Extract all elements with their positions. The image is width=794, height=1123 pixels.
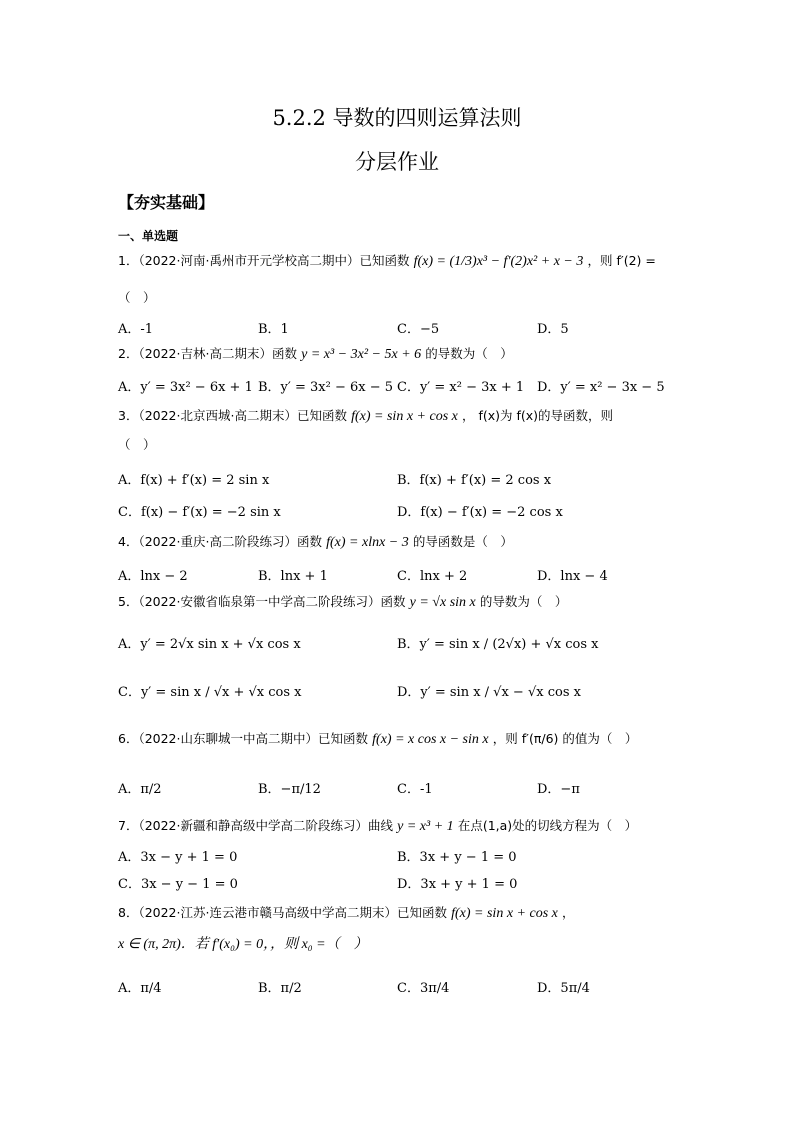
q3-option-c: C．f(x) − f′(x) = −2 sin x xyxy=(118,505,281,520)
question-8 xyxy=(118,904,575,923)
q2-option-a: A．y′ = 3x² − 6x + 1 xyxy=(118,380,253,395)
q1-expr: f(x) = (1/3)x³ − f′(2)x² + x − 3 xyxy=(413,254,584,269)
q8-option-c: C．3π/4 xyxy=(397,981,450,996)
q5-expr: y = √x sin x xyxy=(409,595,476,610)
q4-stem: 4．（2022·重庆·高二阶段练习）函数 xyxy=(118,534,322,549)
q1-option-d: D．5 xyxy=(537,322,569,337)
q5-tail: 的导数为（ ） xyxy=(479,594,568,609)
q3-expr: f(x) = sin x + cos x xyxy=(351,409,458,424)
doc-title: 5.2.2 导数的四则运算法则 xyxy=(272,106,522,130)
q4-option-c: C．lnx + 2 xyxy=(397,569,468,584)
q4-option-d: D．lnx − 4 xyxy=(537,569,608,584)
q1-cont: （ ） xyxy=(118,290,156,305)
q5-option-b: B．y′ = sin x / (2√x) + √x cos x xyxy=(397,637,599,652)
q1-option-a: A．-1 xyxy=(118,322,154,337)
q8-cont: x ∈ (π, 2π)．若 f′(x₀) = 0，，则 x₀ =（ ） xyxy=(118,937,368,952)
q8-option-a: A．π/4 xyxy=(118,981,162,996)
q7-option-d: D．3x + y + 1 = 0 xyxy=(397,877,518,892)
doc-subtitle: 分层作业 xyxy=(355,150,439,174)
q1-option-b: B．1 xyxy=(258,322,289,337)
q8-tail: ， xyxy=(562,905,575,920)
q5-option-d: D．y′ = sin x / √x − √x cos x xyxy=(397,685,581,700)
question-1 xyxy=(118,252,656,271)
q1-option-c: C．−5 xyxy=(397,322,440,337)
q3-option-d: D．f(x) − f′(x) = −2 cos x xyxy=(397,505,563,520)
q6-expr: f(x) = x cos x − sin x xyxy=(372,732,489,747)
q1-tail: ，则 f′(2) = xyxy=(587,253,656,268)
q6-option-d: D．−π xyxy=(537,782,580,797)
q2-option-b: B．y′ = 3x² − 6x − 5 xyxy=(258,380,394,395)
q8-expr: f(x) = sin x + cos x xyxy=(451,906,558,921)
q8-option-b: B．π/2 xyxy=(258,981,302,996)
q2-tail: 的导数为（ ） xyxy=(425,346,513,361)
question-5 xyxy=(118,593,567,612)
q7-option-a: A．3x − y + 1 = 0 xyxy=(118,850,238,865)
q7-expr: y = x³ + 1 xyxy=(397,819,454,834)
question-6 xyxy=(118,730,637,749)
q4-option-b: B．lnx + 1 xyxy=(258,569,328,584)
q3-tail: ， f(x)为 f(x)的导函数，则 xyxy=(462,408,614,423)
q8-stem: 8．（2022·江苏·连云港市赣马高级中学高二期末）已知函数 xyxy=(118,905,447,920)
q2-option-c: C．y′ = x² − 3x + 1 xyxy=(397,380,525,395)
q4-expr: f(x) = xlnx − 3 xyxy=(326,535,409,550)
q3-cont: （ ） xyxy=(118,437,156,452)
q5-option-c: C．y′ = sin x / √x + √x cos x xyxy=(118,685,302,700)
question-2 xyxy=(118,345,513,364)
q7-option-b: B．3x + y − 1 = 0 xyxy=(397,850,517,865)
question-7 xyxy=(118,817,637,836)
q4-tail: 的导函数是（ ） xyxy=(412,534,513,549)
q4-option-a: A．lnx − 2 xyxy=(118,569,188,584)
q7-stem: 7．（2022·新疆和静高级中学高二阶段练习）曲线 xyxy=(118,818,393,833)
q8-option-d: D．5π/4 xyxy=(537,981,590,996)
subsection-heading: 一、单选题 xyxy=(118,229,179,243)
q3-option-b: B．f(x) + f′(x) = 2 cos x xyxy=(397,473,552,488)
q6-stem: 6．（2022·山东聊城一中高二期中）已知函数 xyxy=(118,731,368,746)
q7-tail: 在点(1,a)处的切线方程为（ ） xyxy=(457,818,638,833)
q3-option-a: A．f(x) + f′(x) = 2 sin x xyxy=(118,473,270,488)
q2-expr: y = x³ − 3x² − 5x + 6 xyxy=(301,347,422,362)
question-4 xyxy=(118,533,513,552)
q5-stem: 5．（2022·安徽省临泉第一中学高二阶段练习）函数 xyxy=(118,594,406,609)
q6-option-c: C．-1 xyxy=(397,782,433,797)
q1-stem: 1．（2022·河南·禹州市开元学校高二期中）已知函数 xyxy=(118,253,410,268)
q6-tail: ，则 f′(π/6) 的值为（ ） xyxy=(492,731,638,746)
q6-option-a: A．π/2 xyxy=(118,782,162,797)
q6-option-b: B．−π/12 xyxy=(258,782,321,797)
section-heading: 【夯实基础】 xyxy=(118,193,215,212)
q3-stem: 3．（2022·北京西城·高二期末）已知函数 xyxy=(118,408,347,423)
q2-stem: 2．（2022·吉林·高二期末）函数 xyxy=(118,346,297,361)
question-3 xyxy=(118,407,613,426)
q5-option-a: A．y′ = 2√x sin x + √x cos x xyxy=(118,637,301,652)
q7-option-c: C．3x − y − 1 = 0 xyxy=(118,877,238,892)
q2-option-d: D．y′ = x² − 3x − 5 xyxy=(537,380,665,395)
